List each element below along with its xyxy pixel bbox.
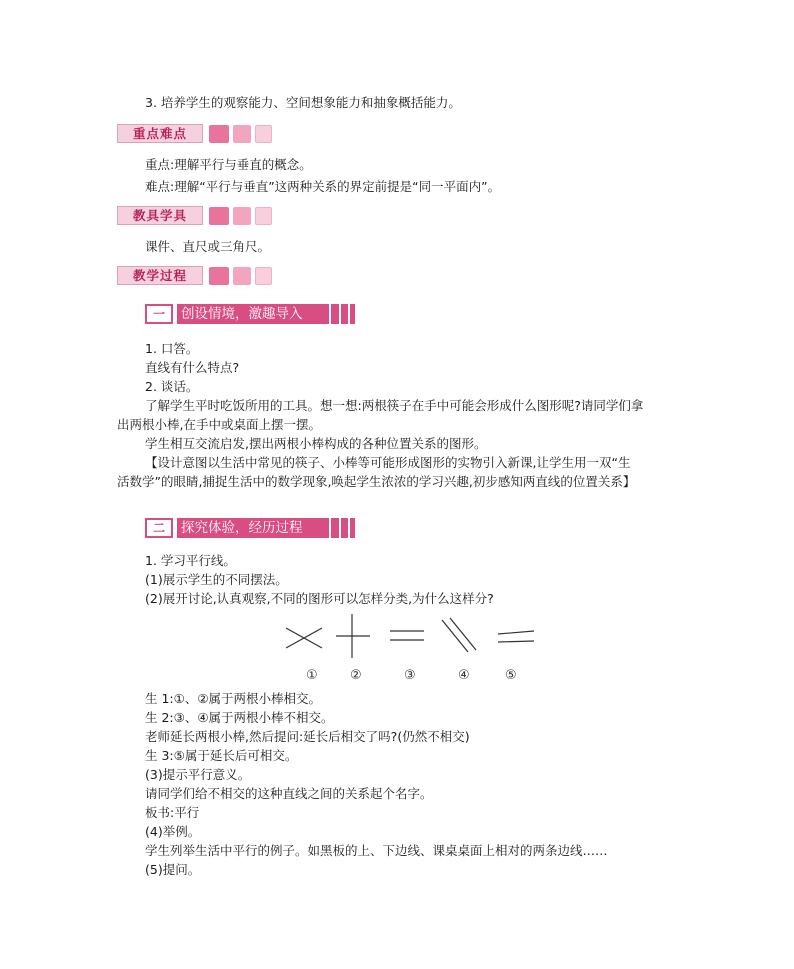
- step2-line: (2)展开讨论,认真观察,不同的图形可以怎样分类,为什么这样分?: [145, 591, 494, 606]
- step1-line: 了解学生平时吃饭所用的工具。想一想:两根筷子在手中可能会形成什么图形呢?请同学们拿: [145, 398, 644, 413]
- figure-label: ③: [404, 668, 416, 683]
- step2-line: 1. 学习平行线。: [145, 553, 236, 568]
- step1-line: 1. 口答。: [145, 341, 199, 356]
- heading-decor-square: [209, 207, 229, 225]
- step2-line: 生 3:⑤属于延长后可相交。: [145, 748, 298, 763]
- step-title-bar: [177, 518, 355, 538]
- tools-text: 课件、直尺或三角尺。: [145, 239, 271, 254]
- figure-label: ④: [458, 668, 470, 683]
- heading-decor-square: [255, 207, 272, 225]
- step1-line: 出两根小棒,在手中或桌面上摆一摆。: [117, 417, 321, 432]
- figure-4-parallel-diagonal: [442, 618, 476, 652]
- section-heading-process: [117, 266, 277, 285]
- step2-line: 生 2:③、④属于两根小棒不相交。: [145, 710, 334, 725]
- step2-line: 老师延长两根小棒,然后提问:延长后相交了吗?(仍然不相交): [145, 729, 470, 744]
- banner-stripe: [339, 518, 341, 538]
- step1-line: 2. 谈话。: [145, 379, 199, 394]
- heading-decor-square: [233, 207, 251, 225]
- step2-line: (1)展示学生的不同摆法。: [145, 572, 288, 587]
- step-title: 创设情境，激趣导入: [181, 306, 303, 322]
- step-number: 二: [145, 518, 173, 538]
- banner-stripe: [329, 304, 331, 324]
- difficulty-text: 难点:理解“平行与垂直”这两种关系的界定前提是“同一平面内”。: [145, 179, 501, 194]
- heading-decor-square: [255, 267, 272, 285]
- step2-line: 请同学们给不相交的这种直线之间的关系起个名字。: [145, 786, 433, 801]
- step2-line: 生 1:①、②属于两根小棒相交。: [145, 691, 322, 706]
- step2-line: 学生列举生活中平行的例子。如黑板的上、下边线、课桌桌面上相对的两条边线……: [145, 843, 608, 858]
- design-intent-line: 活数学”的眼睛,捕捉生活中的数学现象,唤起学生浓浓的学习兴趣,初步感知两直线的位置关系】: [117, 474, 636, 489]
- figure-1-crossing-x: [286, 628, 322, 648]
- heading-decor-square: [209, 125, 229, 143]
- step-number: 一: [145, 304, 173, 324]
- focus-text: 重点:理解平行与垂直的概念。: [145, 157, 312, 172]
- section-heading-label: 教具学具: [117, 206, 203, 225]
- step2-line: (4)举例。: [145, 824, 201, 839]
- step2-line: 板书:平行: [145, 805, 200, 820]
- step1-line: 直线有什么特点?: [145, 360, 240, 375]
- objective-item-3: 3. 培养学生的观察能力、空间想象能力和抽象概括能力。: [145, 95, 461, 110]
- section-heading-tools: [117, 206, 277, 225]
- banner-stripe: [339, 304, 341, 324]
- figure-label: ①: [306, 668, 318, 683]
- figure-label: ②: [350, 668, 362, 683]
- step2-line: (3)提示平行意义。: [145, 767, 251, 782]
- figure-2-crossing-plus: [336, 614, 370, 658]
- heading-decor-square: [209, 267, 229, 285]
- banner-stripe: [348, 304, 350, 324]
- step2-line: (5)提问。: [145, 862, 201, 877]
- banner-stripe: [348, 518, 350, 538]
- figure-3-parallel-horizontal: [390, 631, 424, 640]
- section-heading-key-points: [117, 124, 277, 143]
- figure-5-converging: [498, 631, 534, 642]
- banner-stripe: [329, 518, 331, 538]
- step-title-bar: [177, 304, 355, 324]
- heading-decor-square: [233, 125, 251, 143]
- heading-decor-square: [233, 267, 251, 285]
- step-banner-2: [145, 518, 355, 538]
- figure-label: ⑤: [505, 668, 517, 683]
- stick-arrangements-figure: [280, 612, 540, 664]
- section-heading-label: 重点难点: [117, 124, 203, 143]
- section-heading-label: 教学过程: [117, 266, 203, 285]
- step-banner-1: [145, 304, 355, 324]
- design-intent-line: 【设计意图以生活中常见的筷子、小棒等可能形成图形的实物引入新课,让学生用一双“生: [145, 455, 631, 470]
- step-title: 探究体验，经历过程: [181, 520, 303, 536]
- step1-line: 学生相互交流启发,摆出两根小棒构成的各种位置关系的图形。: [145, 436, 487, 451]
- heading-decor-square: [255, 125, 272, 143]
